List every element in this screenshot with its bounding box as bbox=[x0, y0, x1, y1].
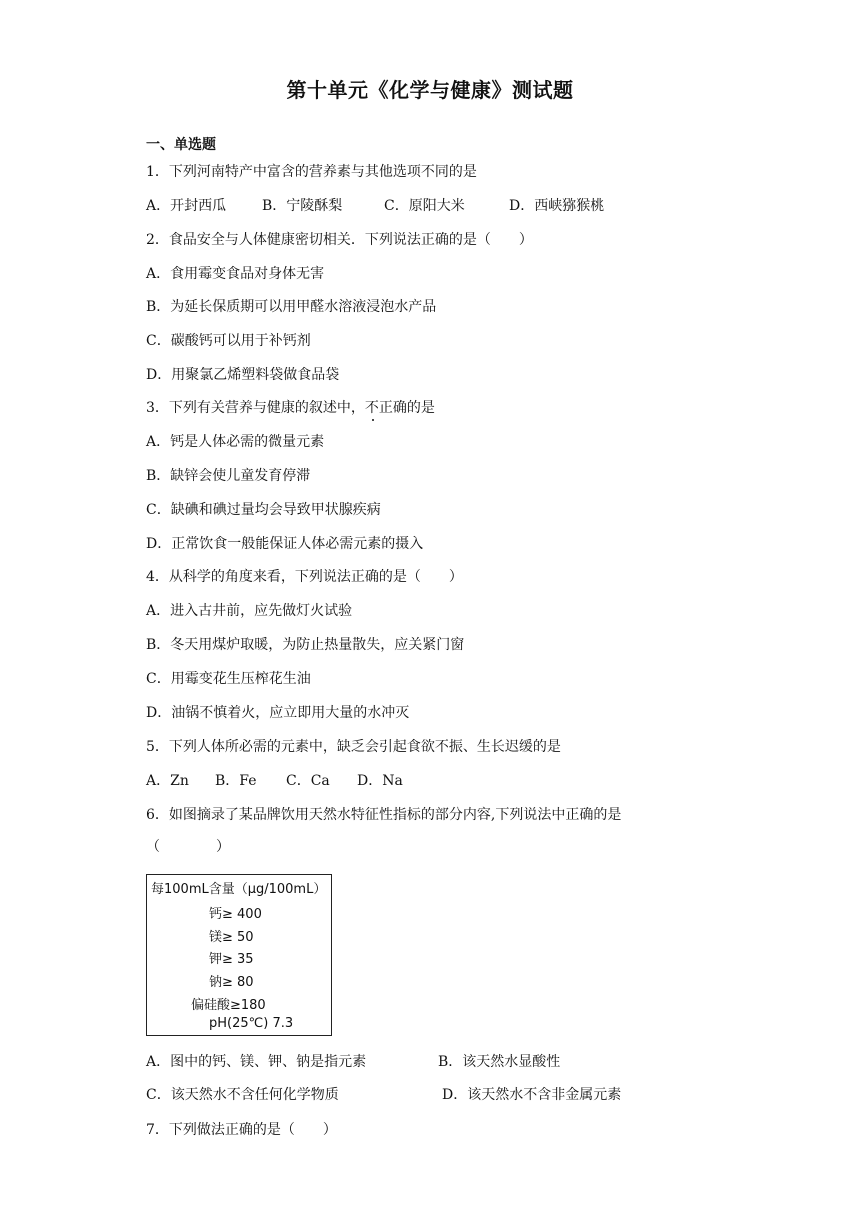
table-header: 每100mL含量（μg/100mL） bbox=[151, 882, 327, 897]
question-1-option-b: B．宁陵酥梨 bbox=[262, 198, 343, 214]
question-7-stem: 7．下列做法正确的是（ ） bbox=[146, 1122, 337, 1138]
question-2-option-a: A．食用霉变食品对身体无害 bbox=[146, 266, 325, 282]
question-5-option-b: B．Fe bbox=[215, 773, 257, 789]
table-row: 偏硅酸≥180 bbox=[191, 998, 266, 1013]
question-1-option-c: C．原阳大米 bbox=[384, 198, 465, 214]
question-5-option-d: D．Na bbox=[357, 773, 403, 789]
question-5-option-c: C．Ca bbox=[286, 773, 330, 789]
question-2-stem: 2．食品安全与人体健康密切相关．下列说法正确的是（ ） bbox=[146, 232, 533, 248]
page-title: 第十单元《化学与健康》测试题 bbox=[286, 78, 574, 102]
question-2-option-b: B．为延长保质期可以用甲醛水溶液浸泡水产品 bbox=[146, 299, 437, 315]
question-3-stem-start: 3．下列有关营养与健康的叙述中， bbox=[146, 400, 365, 416]
question-4-stem: 4．从科学的角度来看，下列说法正确的是（ ） bbox=[146, 569, 463, 585]
question-1-stem: 1．下列河南特产中富含的营养素与其他选项不同的是 bbox=[146, 164, 477, 180]
table-row: 镁≥ 50 bbox=[209, 930, 254, 945]
question-5-stem: 5．下列人体所必需的元素中，缺乏会引起食欲不振、生长迟缓的是 bbox=[146, 739, 561, 755]
question-1-option-a: A．开封西瓜 bbox=[146, 198, 227, 214]
question-6-answer-paren: （ ） bbox=[146, 839, 230, 855]
question-3-option-a: A．钙是人体必需的微量元素 bbox=[146, 434, 325, 450]
question-6-option-a: A．图中的钙、镁、钾、钠是指元素 bbox=[146, 1054, 367, 1070]
question-3-stem bbox=[146, 398, 435, 418]
question-6-option-b: B．该天然水显酸性 bbox=[438, 1054, 561, 1070]
table-row: 钾≥ 35 bbox=[209, 952, 254, 967]
question-4-option-d: D．油锅不慎着火，应立即用大量的水冲灭 bbox=[146, 705, 410, 721]
table-row: pH(25℃) 7.3 bbox=[209, 1016, 294, 1031]
question-6-stem: 6．如图摘录了某品牌饮用天然水特征性指标的部分内容,下列说法中正确的是 bbox=[146, 807, 622, 823]
question-6-option-d: D．该天然水不含非金属元素 bbox=[442, 1087, 622, 1103]
water-indicator-table bbox=[146, 874, 332, 1036]
emphasis-mark: 不 bbox=[364, 400, 379, 416]
question-3-option-d: D．正常饮食一般能保证人体必需元素的摄入 bbox=[146, 536, 424, 552]
question-4-option-a: A．进入古井前，应先做灯火试验 bbox=[146, 603, 353, 619]
question-1-option-d: D．西峡猕猴桃 bbox=[509, 198, 605, 214]
section-heading: 一、单选题 bbox=[146, 137, 216, 153]
question-2-option-d: D．用聚氯乙烯塑料袋做食品袋 bbox=[146, 367, 340, 383]
question-3-option-b: B．缺锌会使儿童发育停滞 bbox=[146, 468, 311, 484]
question-2-option-c: C．碳酸钙可以用于补钙剂 bbox=[146, 333, 311, 349]
table-row: 钠≥ 80 bbox=[209, 975, 254, 990]
question-6-option-c: C．该天然水不含任何化学物质 bbox=[146, 1087, 339, 1103]
question-4-option-b: B．冬天用煤炉取暖，为防止热量散失，应关紧门窗 bbox=[146, 637, 465, 653]
question-4-option-c: C．用霉变花生压榨花生油 bbox=[146, 671, 311, 687]
question-3-stem-end: 正确的是 bbox=[378, 400, 435, 416]
table-row: 钙≥ 400 bbox=[209, 907, 262, 922]
question-5-option-a: A．Zn bbox=[146, 773, 189, 789]
question-3-option-c: C．缺碘和碘过量均会导致甲状腺疾病 bbox=[146, 502, 381, 518]
